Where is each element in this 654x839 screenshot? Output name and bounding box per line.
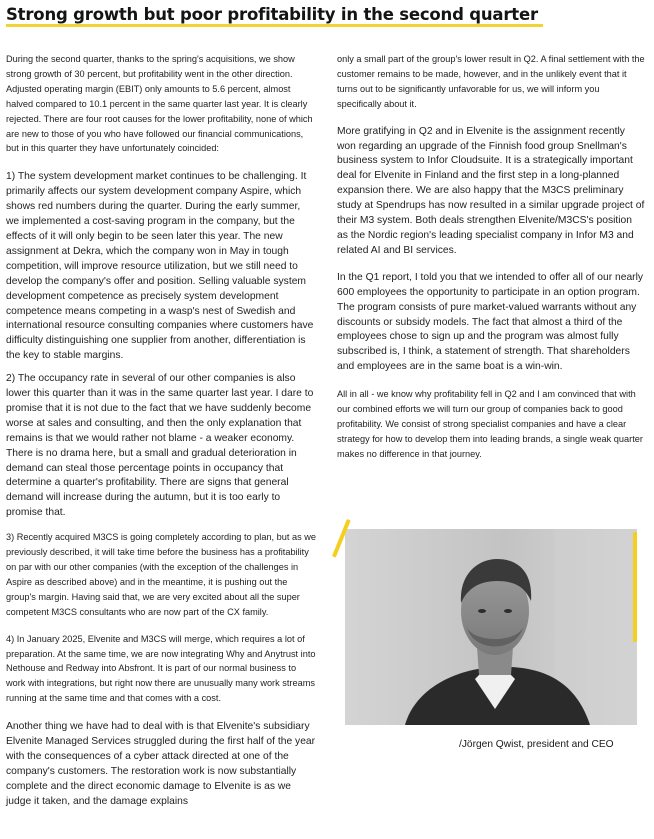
intro-paragraph: During the second quarter, thanks to the spring's acquisitions, we show strong growth of 30 percent, but profitability went in the other direction. Adjusted operating margin (EBIT) only amounts to 5.6 percent, almost halved compared to 10.1 percent in the same quarter last year. It is clearly rejected. There are four root causes for the lower profitability, none of which are new to those of you who have followed our financial communications, but in this quarter they have unfortunately coincided: bbox=[6, 54, 313, 154]
cause-3-paragraph: 3) Recently acquired M3CS is going completely according to plan, but as we previously described, it will take time before the business has a profitability on par with our other companies (with the exception of the challenges in Aspire as described above) and in the meantime, it is pushing out the group's margin. Having said that, we are very excited about all the super competent M3CS consultants who are now part of the CX family. bbox=[6, 532, 316, 617]
cyber-attack-paragraph: Another thing we have had to deal with is that Elvenite's subsidiary Elvenite Managed Services struggled during the first half of the year with the consequences of a cyber attack directed at one of the company's customers. The restoration work is now substantially complete and the direct economic damage to Elvenite is as we judge it taken, and the damage explains bbox=[6, 721, 316, 807]
assignment-paragraph: More gratifying in Q2 and in Elvenite is the assignment recently won regarding an upgrade of the Finnish food group Snellman's business system to Infor Cloudsuite. It is a strategically important deal for Elvenite in Finland and the first step in a long-planned expansion there. We are also happy that the M3CS preliminary study at Spendrups has now resulted in a similar upgrade project of their M3 system. Both deals strengthen Elvenite/M3CS's position as the Nordic region's leading specialist company in Infor M3 and related AI and BI services. bbox=[337, 125, 645, 256]
title-underline bbox=[6, 24, 543, 27]
accent-line-right bbox=[633, 532, 637, 642]
photo-caption: /Jörgen Qwist, president and CEO bbox=[459, 739, 614, 750]
portrait-icon bbox=[345, 529, 637, 725]
page-title: Strong growth but poor profitability in the second quarter bbox=[6, 5, 538, 24]
ceo-photo bbox=[345, 517, 637, 725]
right-column bbox=[337, 52, 645, 462]
option-program-paragraph: In the Q1 report, I told you that we intended to offer all of our nearly 600 employees the opportunity to participate in an option program. The program consists of pure market-valued warrants without any discounts or subsidy models. The fact that almost a third of the employees chose to sign up and the program was almost fully subscribed is, I think, a statement of strength. That shareholders and employees are in the same boat is a win-win. bbox=[337, 271, 644, 373]
cause-2-paragraph: 2) The occupancy rate in several of our other companies is also lower this quarter than it was in the same quarter last year. I dare to promise that it is not due to the fact that we have suddenly become worse at sales and consulting, and then the only explanation that remains is that we would rather not blame - a weaker economy. There is no drama here, but a small and gradual deterioration in demand can steal those percentage points in occupancy that determine a quarter's profitability. There are signs that general demand will increase during the autumn, but it is too early to promise that. bbox=[6, 373, 314, 519]
settlement-paragraph: only a small part of the group's lower result in Q2. A final settlement with the customer remains to be made, however, and in the unlikely event that it turns out to be significantly unfavorable for us, we will inform you specifically about it. bbox=[337, 54, 645, 109]
portrait-image bbox=[345, 529, 637, 725]
conclusion-paragraph: All in all - we know why profitability fell in Q2 and I am convinced that with our combined efforts we will turn our group of companies back to good profitability. We consist of strong specialist companies and have a clear strategy for how to develop them into leading brands, a single weak quarter makes no difference in that journey. bbox=[337, 389, 643, 459]
left-column bbox=[6, 52, 316, 810]
cause-4-paragraph: 4) In January 2025, Elvenite and M3CS will merge, which requires a lot of preparation. At the same time, we are now integrating Why and Anytrust into Nethouse and Redway into Absfront. It is part of our normal business to work with integrations, but right now there are unusually many work streams running at the same time and that comes with a cost. bbox=[6, 633, 316, 704]
cause-1-paragraph: 1) The system development market continues to be challenging. It primarily affects our system development company Aspire, which shows red numbers during the quarter. During the early summer, we implemented a cost-saving program in the company, but the effects of it will only begin to be seen later this year. The new assignment at Dekra, which the company won in May in tough competition, will improve resource utilization, but we still need to develop the company's offer and position. Selling valuable system development competence as precisely system development competence means competing in a wasp's nest of Swedish and international resource consulting companies where customers have difficulty distinguishing one supplier from another, differentiation is the key to stable margins. bbox=[6, 171, 314, 362]
